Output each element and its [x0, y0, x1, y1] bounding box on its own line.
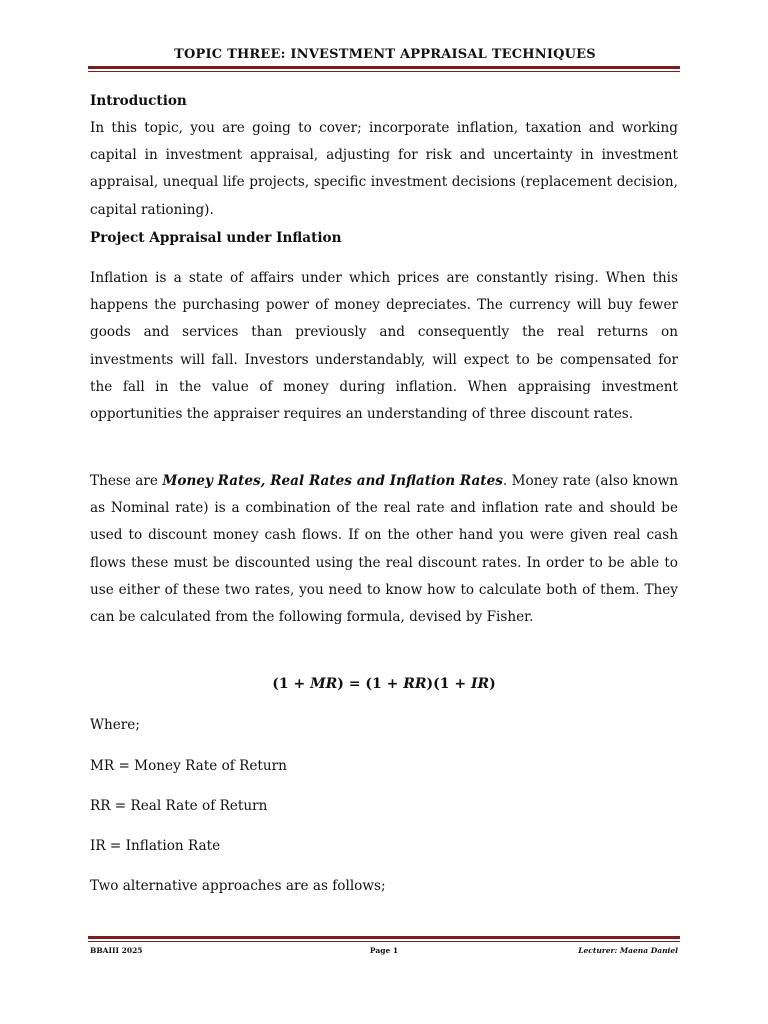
formula-rr: RR	[403, 676, 427, 692]
footer-rule-thick	[88, 936, 680, 939]
para2-emphasis: Money Rates, Real Rates and Inflation Rates	[162, 473, 503, 489]
inflation-paragraph-1: Inflation is a state of affairs under which prices are constantly rising. When this happens the purchasing power of money depreciates. The currency will buy fewer goods and services than previously and consequently the real returns on investments will fall. Investors understandably, will expect to be compensated for the fall in the value of money during inflation. When appraising investment opportunities the appraiser requires an understanding of three discount rates.	[90, 270, 678, 423]
page-header-title: TOPIC THREE: INVESTMENT APPRAISAL TECHNIQUES	[174, 47, 596, 62]
header-rule-thin	[88, 71, 680, 72]
ir-definition: IR = Inflation Rate	[90, 838, 221, 854]
formula-ir: IR	[470, 676, 490, 692]
footer-course: BBAIII 2025	[90, 946, 143, 955]
footer-rule-thin	[88, 941, 680, 942]
footer-lecturer: Lecturer: Maena Daniel	[578, 946, 678, 955]
mr-definition: MR = Money Rate of Return	[90, 758, 287, 774]
formula-part: (1 +	[272, 676, 311, 692]
fisher-formula	[90, 676, 678, 692]
formula-mr: MR	[310, 676, 338, 692]
formula-part: )	[489, 676, 496, 692]
footer-page-number: Page 1	[369, 946, 399, 955]
para2-rest: . Money rate (also known as Nominal rate) is a combination of the real rate and inflation rate and should be used to discount money cash flows. If on the other hand you were given real cash flows these must be discounted using the real discount rates. In order to be able to use either of these two rates, you need to know how to calculate both of them. They can be calculated from the following formula, devised by Fisher.	[90, 473, 678, 626]
intro-paragraph: In this topic, you are going to cover; incorporate inflation, taxation and working capital in investment appraisal, adjusting for risk and uncertainty in investment appraisal, unequal life projects, specific investment decisions (replacement decision, capital rationing).	[90, 120, 678, 218]
formula-part: ) = (1 +	[337, 676, 404, 692]
inflation-paragraph-2	[90, 468, 678, 631]
approaches-sentence: Two alternative approaches are as follows;	[90, 878, 386, 894]
intro-heading: Introduction	[90, 93, 187, 109]
para2-prefix: These are	[90, 473, 163, 489]
formula-part: )(1 +	[426, 676, 471, 692]
rr-definition: RR = Real Rate of Return	[90, 798, 268, 814]
header-rule-thick	[88, 66, 680, 69]
inflation-heading: Project Appraisal under Inflation	[90, 230, 342, 246]
where-label: Where;	[90, 717, 140, 733]
